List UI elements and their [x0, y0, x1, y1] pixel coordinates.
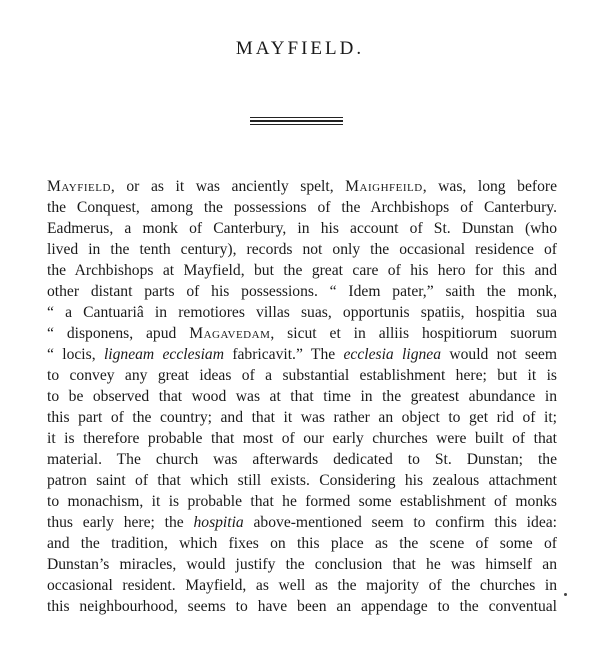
title-rule-bottom — [250, 124, 343, 125]
text-run: fabricavit.” The — [223, 346, 344, 363]
text-run: lived in the tenth century), records not only the occasional residence of — [47, 241, 557, 258]
text-run: and the tradition, which fixes on this place as the scene of some of — [47, 535, 557, 552]
text-run: above-mentioned seem to confirm this idea: — [243, 514, 557, 531]
text-run: occasional resident. Mayfield, as well as the majority of the churches in — [47, 577, 557, 594]
text-run: to be observed that wood was at that time in the greatest abundance in — [47, 388, 557, 405]
text-run: “ locis, — [47, 346, 104, 363]
text-run: , was, long before — [422, 178, 557, 195]
print-mark — [564, 593, 567, 596]
text-line — [47, 239, 557, 260]
text-line — [47, 470, 557, 491]
text-run: Dunstan’s miracles, would justify the conclusion that he was himself an — [47, 556, 557, 573]
italic-text: hospitia — [193, 514, 244, 531]
text-line — [47, 575, 557, 596]
text-run: the Archbishops at Mayfield, but the great care of his hero for this and — [47, 262, 557, 279]
text-line — [47, 449, 557, 470]
text-run: this neighbourhood, seems to have been an appendage to the conventual — [47, 598, 557, 615]
text-run: “ a Cantuariâ in remotiores villas suas, opportunis spatiis, hospitia sua — [47, 304, 557, 321]
body-paragraph — [47, 176, 557, 617]
page-title: MAYFIELD. — [235, 38, 365, 59]
text-line — [47, 554, 557, 575]
text-line — [47, 344, 557, 365]
text-line — [47, 365, 557, 386]
text-line — [47, 302, 557, 323]
title-rule-top — [250, 117, 343, 118]
text-run: this part of the country; and that it was rather an object to get rid of it; — [47, 409, 557, 426]
text-line — [47, 596, 557, 617]
small-caps-text: Maighfeild — [345, 178, 423, 195]
text-run: to convey any great ideas of a substantial establishment here; but it is — [47, 367, 557, 384]
text-run: Eadmerus, a monk of Canterbury, in his account of St. Dunstan (who — [47, 220, 557, 237]
text-run: thus early here; the — [47, 514, 194, 531]
text-line — [47, 197, 557, 218]
text-line — [47, 512, 557, 533]
italic-text: ligneam ecclesiam — [103, 346, 224, 363]
text-line — [47, 428, 557, 449]
text-line — [47, 323, 557, 344]
small-caps-text: Mayfield — [47, 178, 111, 195]
text-run: , sicut et in alliis hospitiorum suorum — [270, 325, 557, 342]
text-line — [47, 386, 557, 407]
text-line — [47, 407, 557, 428]
text-line — [47, 218, 557, 239]
text-line — [47, 491, 557, 512]
text-line — [47, 281, 557, 302]
italic-text: ecclesia lignea — [343, 346, 442, 363]
text-line — [47, 260, 557, 281]
text-line — [47, 533, 557, 554]
text-run: would not seem — [441, 346, 557, 363]
text-run: patron saint of that which still exists. Considering his zealous attachment — [47, 472, 557, 489]
title-rule-middle — [250, 120, 343, 122]
text-line — [47, 176, 557, 197]
text-run: other distant parts of his possessions. “ Idem pater,” saith the monk, — [47, 283, 557, 300]
small-caps-text: Magavedam — [189, 325, 271, 342]
text-run: , or as it was anciently spelt, — [110, 178, 346, 195]
text-run: it is therefore probable that most of our early churches were built of that — [47, 430, 557, 447]
text-run: “ disponens, apud — [47, 325, 190, 342]
text-run: the Conquest, among the possessions of the Archbishops of Canterbury. — [47, 199, 557, 216]
text-run: material. The church was afterwards dedicated to St. Dunstan; the — [47, 451, 557, 468]
text-run: to monachism, it is probable that he formed some establishment of monks — [47, 493, 557, 510]
